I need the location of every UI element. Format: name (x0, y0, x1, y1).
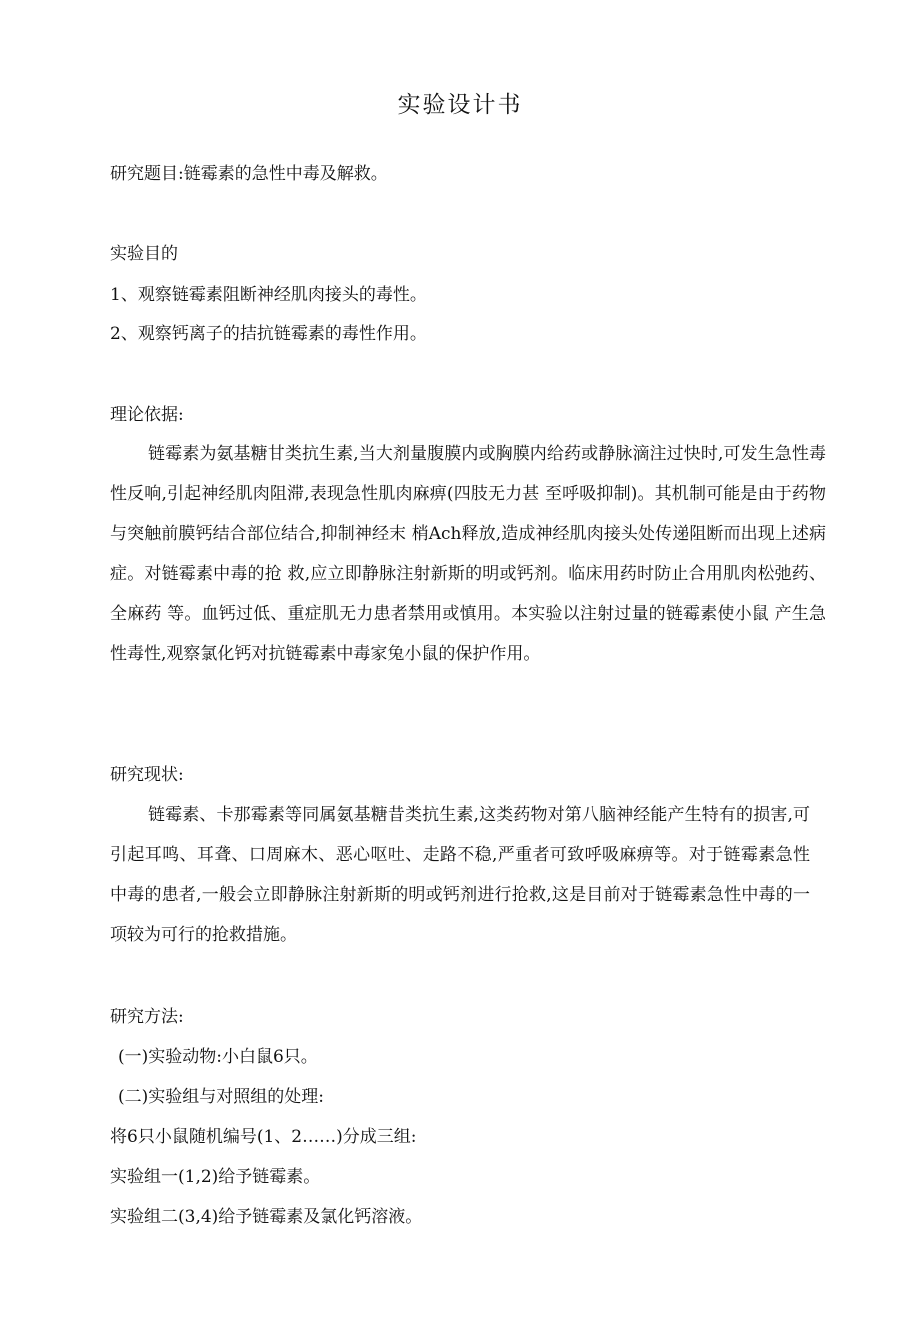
document-title: 实验设计书 (397, 92, 523, 118)
method-line: (一)实验动物:小白鼠6只。 (118, 1047, 318, 1067)
method-line: (二)实验组与对照组的处理: (118, 1087, 324, 1107)
research-topic: 研究题目:链霉素的急性中毒及解救。 (110, 164, 388, 184)
theory-heading: 理论依据: (110, 405, 184, 425)
method-line: 实验组一(1,2)给予链霉素。 (110, 1167, 321, 1187)
status-heading: 研究现状: (110, 765, 184, 785)
method-line: 实验组二(3,4)给予链霉素及氯化钙溶液。 (110, 1207, 423, 1227)
theory-paragraph: 链霉素为氨基糖甘类抗生素,当大剂量腹膜内或胸膜内给药或静脉滴注过快时,可发生急性毒性反响,引起神经肌肉阻滞,表现急性肌肉麻痹(四肢无力甚 至呼吸抑制)。其机制可能是由于药物与突触前膜钙结合部位结合,抑制神经末 梢Ach释放,造成神经肌肉接头处传递阻断而出现上述病症。对链霉素中毒的抢 救,应立即静脉注射新斯的明或钙剂。临床用药时防止合用肌肉松弛药、全麻药 等。血钙过低、重症肌无力患者禁用或慎用。本实验以注射过量的链霉素使小鼠 产生急性毒性,观察氯化钙对抗链霉素中毒家兔小鼠的保护作用。 (110, 444, 826, 664)
method-line: 将6只小鼠随机编号(1、2……)分成三组: (110, 1127, 417, 1147)
purpose-item: 2、观察钙离子的拮抗链霉素的毒性作用。 (110, 324, 427, 344)
method-heading: 研究方法: (110, 1007, 184, 1027)
purpose-item: 1、观察链霉素阻断神经肌肉接头的毒性。 (110, 285, 427, 305)
purpose-heading: 实验目的 (110, 244, 178, 264)
status-paragraph: 链霉素、卡那霉素等同属氨基糖昔类抗生素,这类药物对第八脑神经能产生特有的损害,可引起耳鸣、耳聋、口周麻木、恶心呕吐、走路不稳,严重者可致呼吸麻痹等。对于链霉素急性中毒的患者,一般会立即静脉注射新斯的明或钙剂进行抢救,这是目前对于链霉素急性中毒的一项较为可行的抢救措施。 (110, 805, 810, 945)
